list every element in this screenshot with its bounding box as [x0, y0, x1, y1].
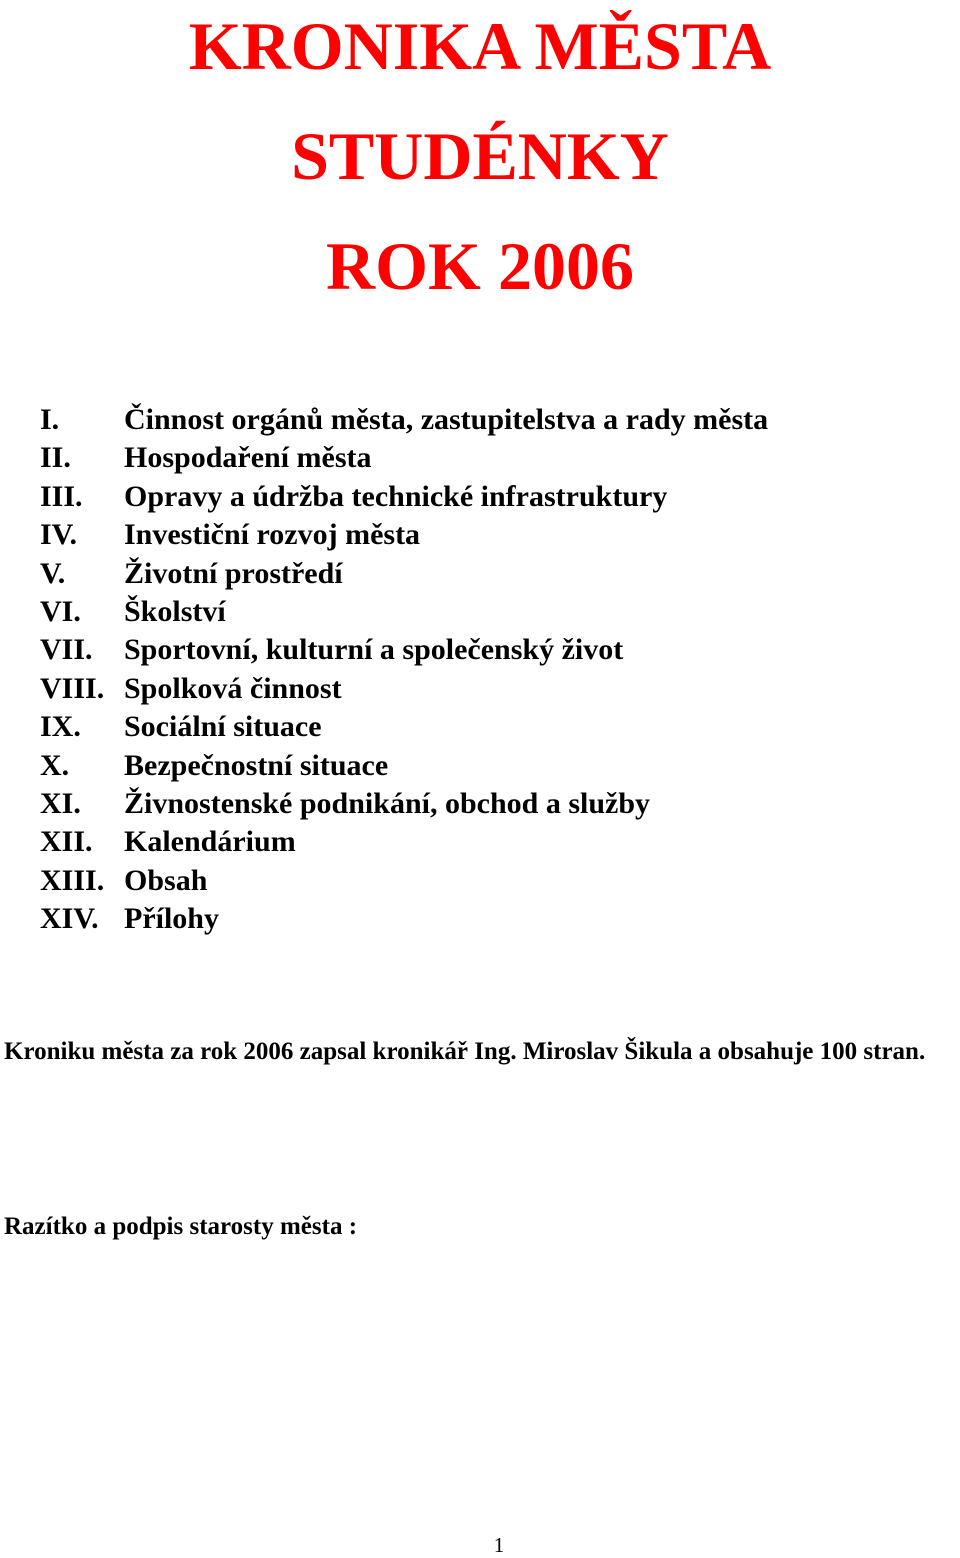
- toc-item-number: IX.: [40, 710, 81, 744]
- toc-item: [40, 516, 940, 554]
- toc-item: [40, 439, 940, 477]
- toc-item-label: Přílohy: [124, 902, 219, 936]
- toc-item-label: Hospodaření města: [124, 441, 372, 475]
- title-line-2: STUDÉNKY: [291, 118, 669, 194]
- toc-item-number: X.: [40, 748, 70, 782]
- toc-item-label: Investiční rozvoj města: [124, 518, 421, 552]
- toc-item: [40, 401, 940, 439]
- toc-item-number: XIV.: [40, 902, 99, 936]
- toc-item: [40, 823, 940, 861]
- page-number: 1: [493, 1533, 505, 1557]
- toc-item-label: Sociální situace: [124, 710, 322, 744]
- signature-label: Razítko a podpis starosty města :: [4, 1213, 358, 1240]
- toc-item-number: V.: [40, 556, 66, 590]
- toc-item-number: XIII.: [40, 863, 105, 897]
- title-line-1: KRONIKA MĚSTA: [188, 8, 772, 84]
- toc-item: [40, 708, 940, 746]
- title-line-3: ROK 2006: [326, 228, 634, 304]
- toc-item-number: II.: [40, 441, 71, 475]
- toc-item-number: I.: [40, 403, 60, 436]
- toc-item: [40, 900, 940, 938]
- toc-item: [40, 670, 940, 708]
- toc-item-number: VII.: [40, 633, 93, 667]
- toc-item-label: Sportovní, kulturní a společenský život: [124, 633, 624, 667]
- toc-item-label: Činnost orgánů města, zastupitelstva a rady města: [124, 403, 769, 436]
- toc-item-number: III.: [40, 479, 83, 513]
- chronicle-statement: Kroniku města za rok 2006 zapsal kronikář Ing. Miroslav Šikula a obsahuje 100 stran.: [4, 1038, 926, 1065]
- toc-item: [40, 478, 940, 516]
- toc-item-label: Opravy a údržba technické infrastruktury: [124, 479, 668, 513]
- toc-item: [40, 785, 940, 823]
- toc-item-number: VI.: [40, 594, 81, 628]
- toc-item-label: Kalendárium: [124, 825, 296, 859]
- toc-item: [40, 747, 940, 785]
- toc-item-number: VIII.: [40, 671, 105, 705]
- toc-item: [40, 555, 940, 593]
- toc-item-number: XI.: [40, 786, 81, 820]
- toc-item-label: Spolková činnost: [124, 671, 342, 705]
- toc-item-label: Živnostenské podnikání, obchod a služby: [124, 786, 651, 820]
- toc-item-label: Bezpečnostní situace: [124, 748, 389, 782]
- toc-item: [40, 862, 940, 900]
- toc-item-number: XII.: [40, 825, 93, 859]
- toc-item-label: Školství: [124, 594, 226, 628]
- toc-item-label: Obsah: [124, 863, 208, 897]
- toc-item-label: Životní prostředí: [124, 556, 343, 590]
- toc-item: [40, 631, 940, 669]
- toc-item-number: IV.: [40, 518, 77, 552]
- table-of-contents: [40, 401, 940, 938]
- toc-item: [40, 593, 940, 631]
